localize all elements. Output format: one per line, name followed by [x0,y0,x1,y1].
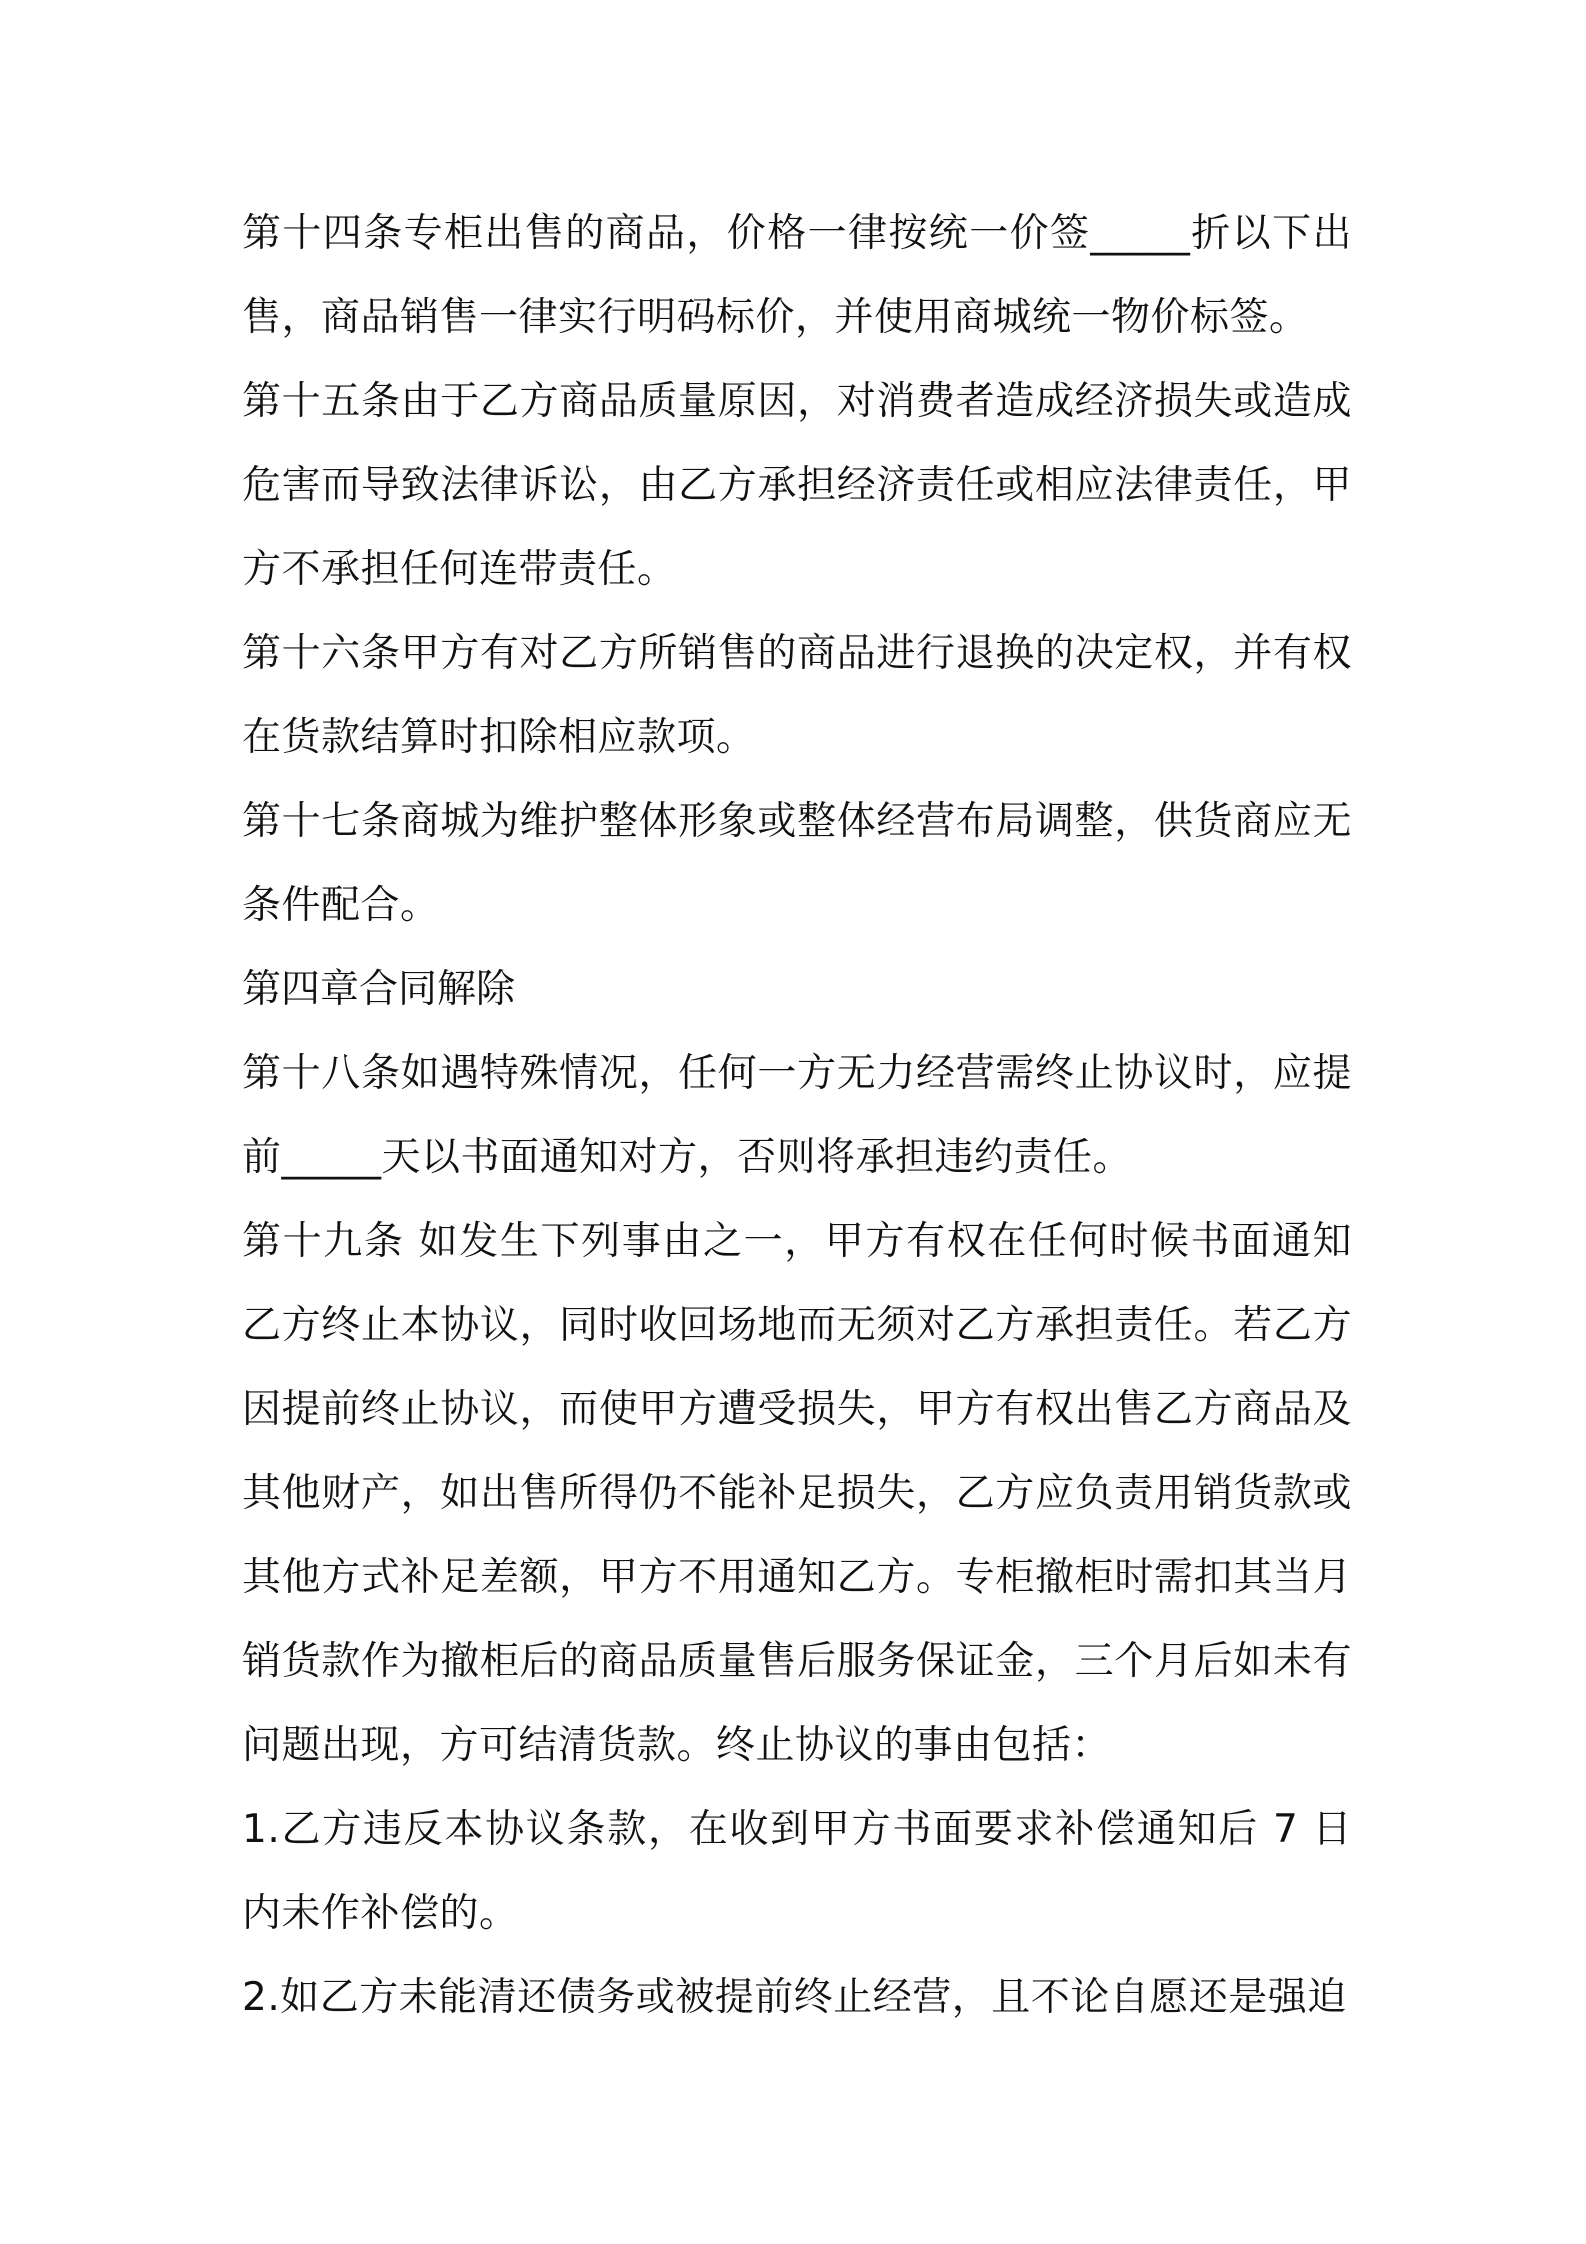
termination-reason-1: 1.乙方违反本协议条款，在收到甲方书面要求补偿通知后 7 日内未作补偿的。 [242,1807,1352,1936]
article-19: 第十九条 如发生下列事由之一，甲方有权在任何时候书面通知乙方终止本协议，同时收回场地而无须对乙方承担责任。若乙方因提前终止协议，而使甲方遭受损失，甲方有权出售乙方商品及其他财产，如出售所得仍不能补足损失，乙方应负责用销货款或其他方式补足差额，甲方不用通知乙方。专柜撤柜时需扣其当月销货款作为撤柜后的商品质量售后服务保证金，三个月后如未有问题出现，方可结清货款。终止协议的事由包括： [242,1219,1352,1768]
termination-reason-2: 2.如乙方未能清还债务或被提前终止经营，且不论自愿还是强迫 [242,1975,1347,2020]
article-18: 第十八条如遇特殊情况，任何一方无力经营需终止协议时，应提前_____天以书面通知对方，否则将承担违约责任。 [242,1051,1352,1180]
article-17: 第十七条商城为维护整体形象或整体经营布局调整，供货商应无条件配合。 [242,799,1352,928]
article-16: 第十六条甲方有对乙方所销售的商品进行退换的决定权，并有权在货款结算时扣除相应款项。 [242,631,1352,760]
contract-body [242,192,1352,2040]
chapter-4-heading: 第四章合同解除 [242,967,516,1012]
article-15: 第十五条由于乙方商品质量原因，对消费者造成经济损失或造成危害而导致法律诉讼，由乙方承担经济责任或相应法律责任，甲方不承担任何连带责任。 [242,379,1352,592]
article-14: 第十四条专柜出售的商品，价格一律按统一价签_____折以下出售，商品销售一律实行明码标价，并使用商城统一物价标签。 [242,211,1352,340]
